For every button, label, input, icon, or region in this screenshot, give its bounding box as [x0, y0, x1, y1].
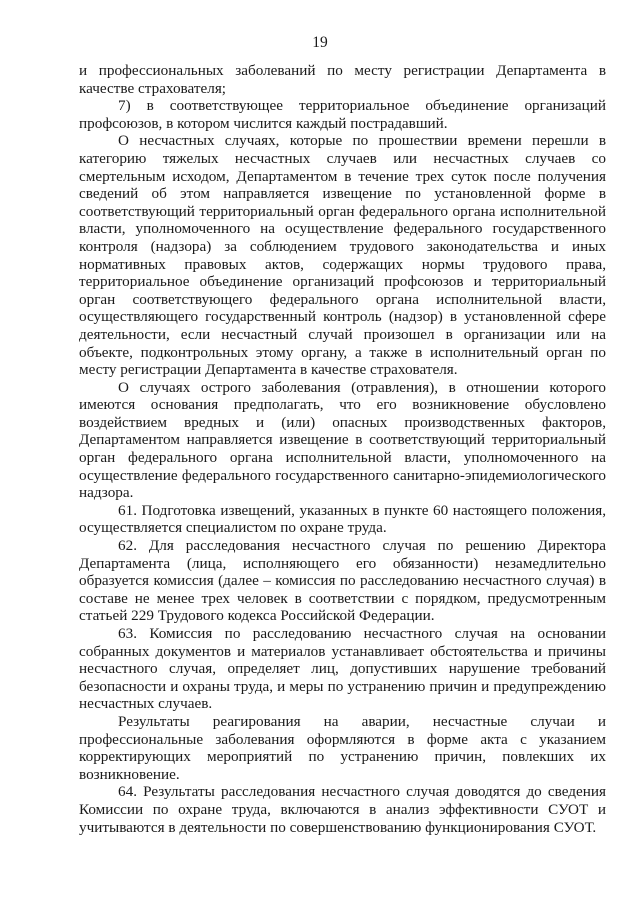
paragraph-insurer-continuation: и профессиональных заболеваний по месту регистрации Департамента в качестве страхователя; — [79, 62, 606, 97]
paragraph-acute-illness: О случаях острого заболевания (отравления), в отношении которого имеются основания предполагать, что его возникновение обусловлено воздействием вредных и (или) опасных производственных факторов, Департаментом направляется извещение в соответствующий территориальный орган федерального органа исполнительной власти, уполномоченного на осуществление федерального государственного санитарно-эпидемиологического надзора. — [79, 378, 606, 502]
paragraph-clause-62: 62. Для расследования несчастного случая по решению Директора Департамента (лица, исполняющего его обязанности) незамедлительно образуется комиссия (далее – комиссия по расследованию несчастного случая) в составе не менее трех человек в соответствии с порядком, предусмотренным статьей 229 Трудового кодекса Российской Федерации. — [79, 537, 606, 625]
paragraph-clause-61: 61. Подготовка извещений, указанных в пункте 60 настоящего положения, осуществляется специалистом по охране труда. — [79, 501, 606, 537]
paragraph-clause-64: 64. Результаты расследования несчастного случая доводятся до сведения Комиссии по охране труда, включаются в анализ эффективности СУОТ и учитываются в деятельности по совершенствованию функционирования СУОТ. — [79, 783, 606, 836]
page-number: 19 — [312, 34, 328, 51]
paragraph-clause-63: 63. Комиссия по расследованию несчастного случая на основании собранных документов и материалов устанавливает обстоятельства и причины несчастного случая, определяет лиц, допустивших нарушение требований безопасности и охраны труда, и меры по устранению причин и предупреждению несчастных случаев. — [79, 625, 606, 713]
paragraph-response-results: Результаты реагирования на аварии, несчастные случаи и профессиональные заболевания оформляются в форме акта с указанием корректирующих мероприятий по устранению причин, повлекших их возникновение. — [79, 712, 606, 783]
paragraph-item-7: 7) в соответствующее территориальное объединение организаций профсоюзов, в котором числится каждый пострадавший. — [79, 97, 606, 132]
paragraph-severe-cases: О несчастных случаях, которые по прошествии времени перешли в категорию тяжелых несчастных случаев или несчастных случаев со смертельным исходом, Департаментом в течение трех суток после получения сведений об этом направляется извещение по установленной форме в соответствующий территориальный орган федерального органа исполнительной власти, уполномоченного на осуществление федерального государственного контроля (надзора) за соблюдением трудового законодательства и иных нормативных правовых актов, содержащих нормы трудового права, территориальное объединение организаций профсоюзов и территориальный орган соответствующего федерального органа исполнительной власти, осуществляющего государственный контроль (надзор) в установленной сфере деятельности, если несчастный случай произошел в организации или на объекте, подконтрольных этому органу, а также в исполнительный орган по месту регистрации Департамента в качестве страхователя. — [79, 132, 606, 379]
document-body — [79, 62, 606, 836]
